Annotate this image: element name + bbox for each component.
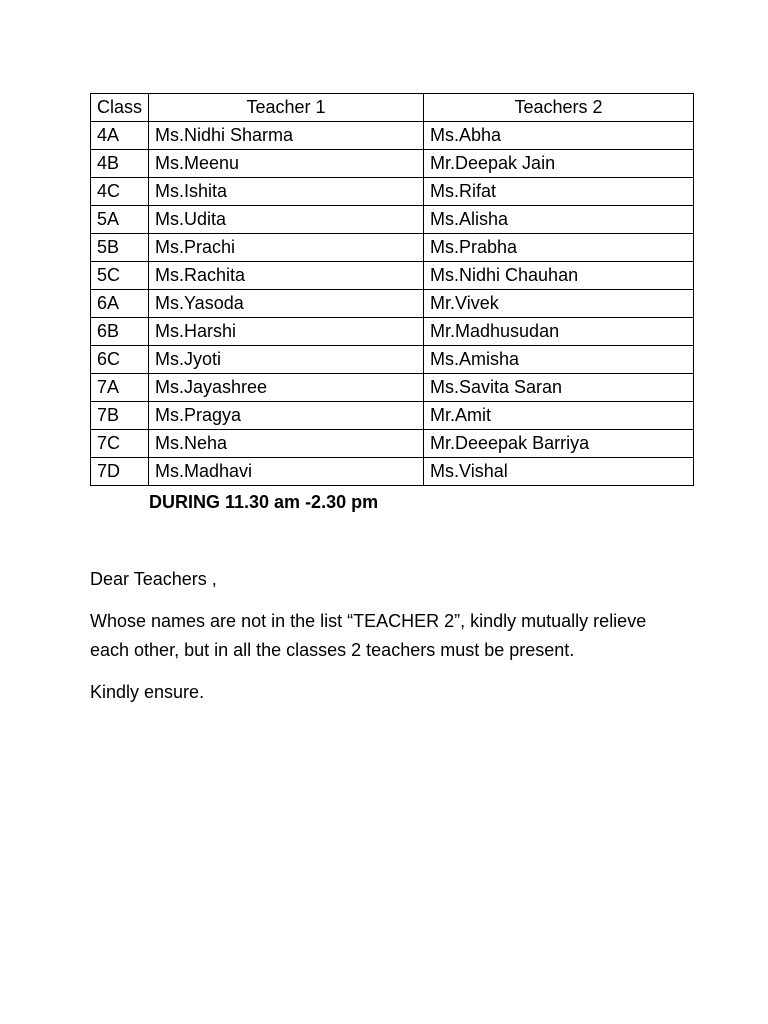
- class-cell: 5A: [91, 206, 149, 234]
- teacher-2-cell: Ms.Alisha: [424, 206, 694, 234]
- teacher-2-cell: Ms.Prabha: [424, 234, 694, 262]
- table-header-row: [91, 94, 694, 122]
- class-cell: 7A: [91, 374, 149, 402]
- table-row: [91, 150, 694, 178]
- teacher-2-cell: Ms.Nidhi Chauhan: [424, 262, 694, 290]
- class-cell: 6B: [91, 318, 149, 346]
- teacher-1-cell: Ms.Neha: [149, 430, 424, 458]
- teacher-1-cell: Ms.Rachita: [149, 262, 424, 290]
- header-teachers-2: Teachers 2: [424, 94, 694, 122]
- letter-greeting: Dear Teachers ,: [90, 569, 217, 589]
- letter-closing: Kindly ensure.: [90, 682, 205, 702]
- teacher-2-cell: Ms.Amisha: [424, 346, 694, 374]
- teacher-1-cell: Ms.Madhavi: [149, 458, 424, 486]
- teacher-2-cell: Ms.Savita Saran: [424, 374, 694, 402]
- teacher-1-cell: Ms.Ishita: [149, 178, 424, 206]
- teacher-1-cell: Ms.Jyoti: [149, 346, 424, 374]
- teacher-1-cell: Ms.Udita: [149, 206, 424, 234]
- class-cell: 7C: [91, 430, 149, 458]
- teacher-2-cell: Ms.Rifat: [424, 178, 694, 206]
- teacher-2-cell: Ms.Vishal: [424, 458, 694, 486]
- table-row: [91, 290, 694, 318]
- header-teacher-1: Teacher 1: [149, 94, 424, 122]
- teacher-2-cell: Mr.Amit: [424, 402, 694, 430]
- class-cell: 6C: [91, 346, 149, 374]
- teacher-1-cell: Ms.Harshi: [149, 318, 424, 346]
- teacher-1-cell: Ms.Nidhi Sharma: [149, 122, 424, 150]
- teacher-2-cell: Mr.Vivek: [424, 290, 694, 318]
- teacher-1-cell: Ms.Pragya: [149, 402, 424, 430]
- teacher-1-cell: Ms.Jayashree: [149, 374, 424, 402]
- class-cell: 7B: [91, 402, 149, 430]
- table-body: [91, 122, 694, 486]
- table-row: [91, 178, 694, 206]
- teacher-2-cell: Mr.Deepak Jain: [424, 150, 694, 178]
- class-cell: 4A: [91, 122, 149, 150]
- class-cell: 5B: [91, 234, 149, 262]
- teacher-roster-table: [90, 93, 694, 486]
- teacher-1-cell: Ms.Yasoda: [149, 290, 424, 318]
- teacher-2-cell: Mr.Madhusudan: [424, 318, 694, 346]
- teacher-2-cell: Mr.Deeepak Barriya: [424, 430, 694, 458]
- class-cell: 5C: [91, 262, 149, 290]
- table-row: [91, 234, 694, 262]
- header-class: Class: [91, 94, 149, 122]
- teacher-2-cell: Ms.Abha: [424, 122, 694, 150]
- table-row: [91, 206, 694, 234]
- teacher-1-cell: Ms.Prachi: [149, 234, 424, 262]
- class-cell: 6A: [91, 290, 149, 318]
- table-row: [91, 318, 694, 346]
- duty-time-note: DURING 11.30 am -2.30 pm: [149, 492, 379, 512]
- table-row: [91, 374, 694, 402]
- table-row: [91, 346, 694, 374]
- table-row: [91, 458, 694, 486]
- class-cell: 7D: [91, 458, 149, 486]
- class-cell: 4C: [91, 178, 149, 206]
- teacher-1-cell: Ms.Meenu: [149, 150, 424, 178]
- table-row: [91, 262, 694, 290]
- letter-body: Whose names are not in the list “TEACHER 2”, kindly mutually relieve each other, but in all the classes 2 teachers must be present.: [90, 611, 647, 660]
- table-row: [91, 430, 694, 458]
- table-row: [91, 402, 694, 430]
- class-cell: 4B: [91, 150, 149, 178]
- table-row: [91, 122, 694, 150]
